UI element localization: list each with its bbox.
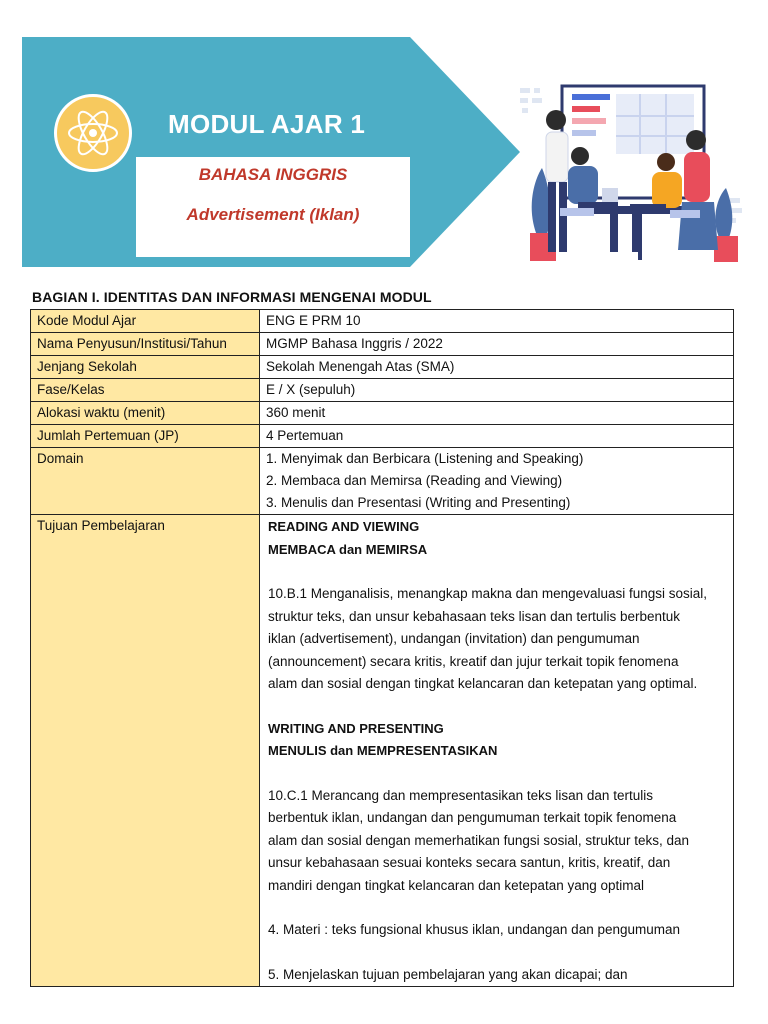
team-meeting-illustration (520, 78, 750, 268)
goals-label: Tujuan Pembelajaran (31, 515, 260, 987)
domain-list (260, 448, 734, 515)
reading-heading-id: MEMBACA dan MEMIRSA (268, 541, 428, 557)
domain-item: 1. Menyimak dan Berbicara (Listening and Speaking) (266, 451, 584, 466)
topic-name: Advertisement (Iklan) (186, 205, 360, 224)
reading-goal-line: iklan (advertisement), undangan (invitation) dan pengumuman (268, 631, 640, 646)
writing-heading-en: WRITING AND PRESENTING (268, 720, 444, 736)
reading-goal-line: 10.B.1 Menganalisis, menangkap makna dan mengevaluasi fungsi sosial, (268, 586, 708, 601)
row-label: Nama Penyusun/Institusi/Tahun (31, 333, 260, 356)
table-row (31, 356, 734, 379)
row-label: Jenjang Sekolah (31, 356, 260, 379)
row-label: Jumlah Pertemuan (JP) (31, 425, 260, 448)
row-value: E / X (sepuluh) (260, 379, 734, 402)
row-label: Alokasi waktu (menit) (31, 402, 260, 425)
table-row-goals (31, 515, 734, 987)
writing-goal-line: 10.C.1 Merancang dan mempresentasikan teks lisan dan tertulis (268, 787, 653, 803)
writing-goal-line: alam dan sosial dengan memerhatikan fungsi sosial, struktur teks, dan (268, 832, 689, 848)
table-row (31, 310, 734, 333)
reading-goal-line: struktur teks, dan unsur kebahasaan teks lisan dan tertulis berbentuk (268, 608, 680, 624)
row-value: 4 Pertemuan (260, 425, 734, 448)
table-row (31, 402, 734, 425)
section-heading: BAGIAN I. IDENTITAS DAN INFORMASI MENGENAI MODUL (32, 289, 432, 305)
row-value: Sekolah Menengah Atas (SMA) (260, 356, 734, 379)
row-label: Kode Modul Ajar (31, 310, 260, 333)
subject-name: BAHASA INGGRIS (198, 165, 348, 184)
writing-heading-id: MENULIS dan MEMPRESENTASIKAN (268, 743, 498, 758)
goals-content (260, 515, 734, 987)
writing-goal-line: unsur kebahasaan sesuai konteks secara santun, kritis, kreatif, dan (268, 855, 671, 870)
reading-goal-line: (announcement) secara kritis, kreatif dan jujur terkait topik fenomena (268, 653, 679, 669)
table-row (31, 333, 734, 356)
header-banner (22, 37, 532, 267)
writing-goal-line: mandiri dengan tingkat kelancaran dan ketepatan yang optimal (268, 877, 645, 893)
domain-item: 3. Menulis dan Presentasi (Writing and Presenting) (266, 495, 571, 510)
row-value: MGMP Bahasa Inggris / 2022 (260, 333, 734, 356)
reading-heading-en: READING AND VIEWING (268, 519, 420, 534)
row-label: Fase/Kelas (31, 379, 260, 402)
domain-item: 2. Membaca dan Memirsa (Reading and Viewing) (266, 473, 563, 488)
atom-icon (54, 94, 132, 172)
module-title: MODUL AJAR 1 (168, 109, 366, 139)
row-value: 360 menit (260, 402, 734, 425)
table-row (31, 379, 734, 402)
writing-goal-line: berbentuk iklan, undangan dan pengumuman terkait topik fenomena (268, 810, 677, 825)
reading-goal-line: alam dan sosial dengan tingkat kelancaran dan ketepatan yang optimal. (268, 676, 698, 691)
table-row (31, 425, 734, 448)
row-value: ENG E PRM 10 (260, 310, 734, 333)
module-identity-table (30, 309, 734, 987)
title-box (136, 157, 410, 257)
domain-label: Domain (31, 448, 260, 515)
materi-line: 4. Materi : teks fungsional khusus iklan, undangan dan pengumuman (268, 922, 681, 937)
item-5-line: 5. Menjelaskan tujuan pembelajaran yang akan dicapai; dan (268, 966, 628, 982)
table-row-domain (31, 448, 734, 515)
